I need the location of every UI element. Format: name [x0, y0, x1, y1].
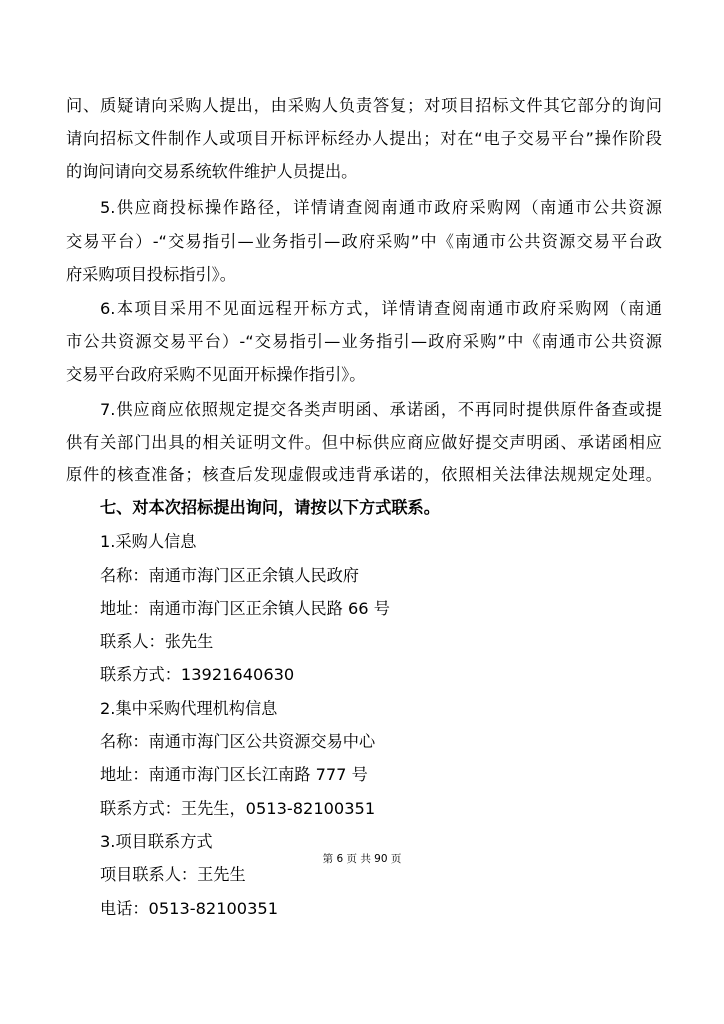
subsection-heading: 3.项目联系方式 — [100, 832, 213, 851]
info-line: 联系人：张先生 — [100, 632, 214, 651]
info-line: 联系方式：王先生，0513-82100351 — [100, 799, 376, 818]
paragraph-line: 供有关部门出具的相关证明文件。但中标供应商应做好提交声明函、承诺函相应 — [66, 433, 662, 452]
paragraph-line: 府采购项目投标指引》。 — [66, 265, 236, 284]
info-line: 地址：南通市海门区长江南路 777 号 — [100, 765, 368, 784]
paragraph-line: 市公共资源交易平台）-“交易指引—业务指引—政府采购”中《南通市公共资源 — [66, 332, 662, 351]
paragraph-line: 原件的核查准备；核查后发现虚假或违背承诺的，依照相关法律法规规定处理。 — [66, 465, 662, 484]
subsection-heading: 2.集中采购代理机构信息 — [100, 699, 278, 718]
info-line: 地址：南通市海门区正余镇人民路 66 号 — [100, 599, 390, 618]
info-line: 联系方式：13921640630 — [100, 665, 295, 684]
info-line: 电话：0513-82100351 — [100, 899, 278, 918]
paragraph-line: 6.本项目采用不见面远程开标方式，详情请查阅南通市政府采购网（南通 — [100, 299, 662, 318]
section-heading: 七、对本次招标提出询问，请按以下方式联系。 — [100, 498, 440, 517]
info-line: 项目联系人：王先生 — [100, 865, 246, 884]
paragraph-line: 交易平台）-“交易指引—业务指引—政府采购”中《南通市公共资源交易平台政 — [66, 232, 662, 251]
paragraph-line: 交易平台政府采购不见面开标操作指引》。 — [66, 365, 366, 384]
paragraph-line: 5.供应商投标操作路径，详情请查阅南通市政府采购网（南通市公共资源 — [100, 198, 662, 217]
page-footer: 第 6 页 共 90 页 — [322, 853, 402, 865]
paragraph-line: 的询问请向交易系统软件维护人员提出。 — [66, 162, 358, 181]
subsection-heading: 1.采购人信息 — [100, 532, 197, 551]
info-line: 名称：南通市海门区公共资源交易中心 — [100, 732, 376, 751]
paragraph-line: 问、质疑请向采购人提出，由采购人负责答复；对项目招标文件其它部分的询问 — [66, 96, 662, 115]
paragraph-line: 7.供应商应依照规定提交各类声明函、承诺函，不再同时提供原件备查或提 — [100, 400, 662, 419]
paragraph-line: 请向招标文件制作人或项目开标评标经办人提出；对在“电子交易平台”操作阶段 — [66, 129, 662, 148]
info-line: 名称：南通市海门区正余镇人民政府 — [100, 566, 359, 585]
